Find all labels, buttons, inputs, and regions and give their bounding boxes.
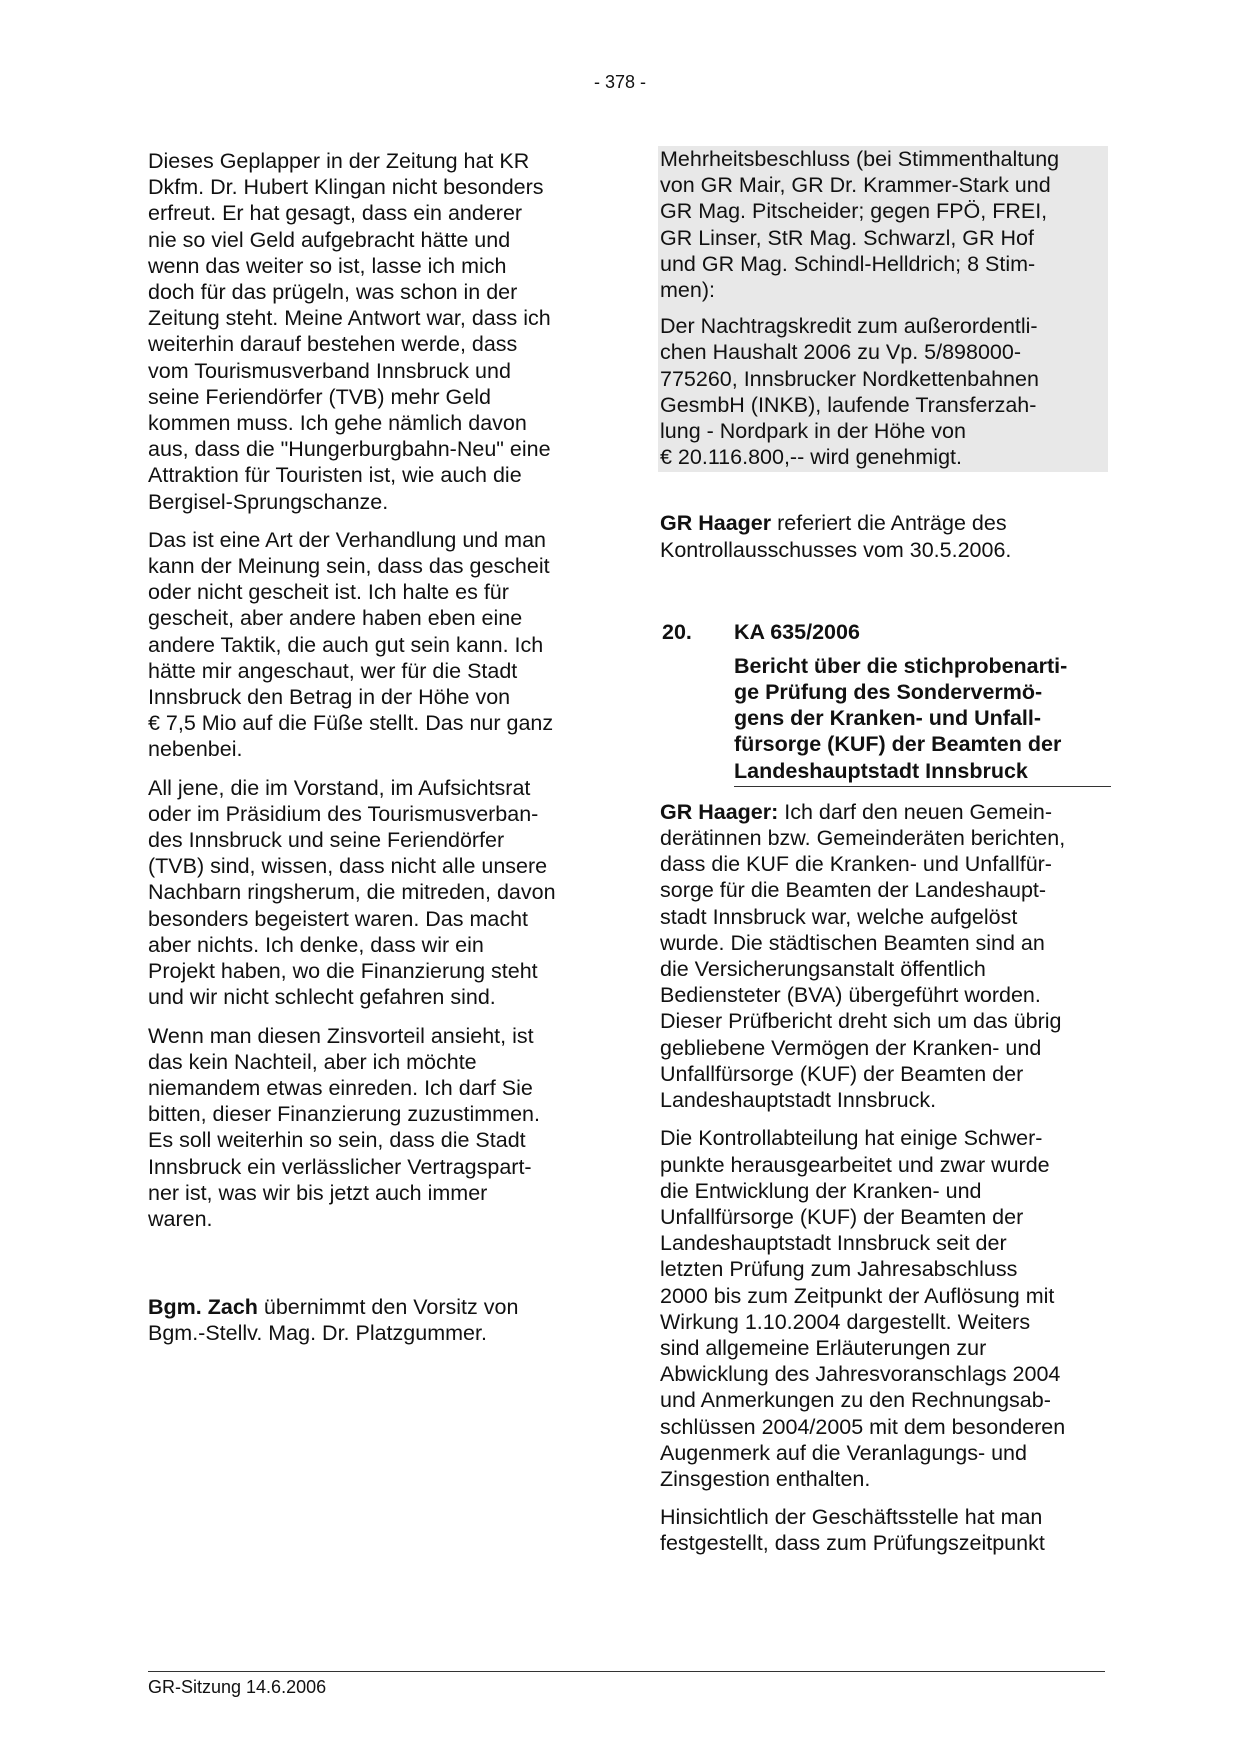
vote-result: Mehrheitsbeschluss (bei Stimmenthaltung von GR Mair, GR Dr. Krammer-Stark und GR Mag. Pitscheider; gegen FPÖ, FREI, GR Linser, StR Mag. Schwarzl, GR Hof und GR Mag. Schindl-Helldrich; 8 Stim- men):: [660, 147, 1060, 303]
right-column: [660, 148, 1105, 1569]
resolution-text: Der Nachtragskredit zum außerordentli- chen Haushalt 2006 zu Vp. 5/898000- 775260, Innsbrucker Nordkettenbahnen GesmbH (INKB), laufende Transferzah- lung - Nordpark in der Höhe von € 20.116.800,-- wird genehmigt.: [660, 314, 1039, 470]
paragraph: Das ist eine Art der Verhandlung und man kann der Meinung sein, dass das gescheit oder nicht gescheit ist. Ich halte es für gescheit, aber andere haben eben eine andere Taktik, die auch gut sein kann. Ich hätte mir angeschaut, wer für die Stadt Innsbruck den Betrag in der Höhe von € 7,5 Mio auf die Füße stellt. Das nur ganz nebenbei.: [148, 527, 554, 762]
report-intro: [660, 510, 1105, 562]
resolution-box: [658, 146, 1108, 472]
agenda-item-number: 20.: [662, 619, 692, 644]
speech-paragraph: [660, 799, 1105, 1113]
speaker-name: GR Haager:: [660, 799, 779, 824]
report-intro-text: referiert die Anträge des Kontrollausschusses vom 30.5.2006.: [660, 511, 1012, 562]
speaker-name: GR Haager: [660, 511, 772, 536]
page-number: - 378 -: [593, 72, 647, 92]
chair-note-text: übernimmt den Vorsitz von Bgm.-Stellv. Mag. Dr. Platzgummer.: [148, 1295, 519, 1346]
paragraph: All jene, die im Vorstand, im Aufsichtsrat oder im Präsidium des Tourismusverban- des Innsbruck und seine Feriendörfer (TVB) sind, wissen, dass nicht alle unsere Nachbarn ringsherum, die mitreden, davon besonders begeistert waren. Das macht aber nichts. Ich denke, dass wir ein Projekt haben, wo die Finanzierung steht und wir nicht schlecht gefahren sind.: [148, 775, 556, 1010]
paragraph: Dieses Geplapper in der Zeitung hat KR Dkfm. Dr. Hubert Klingan nicht besonders erfreut. Er hat gesagt, dass ein anderer nie so viel Geld aufgebracht hätte und wenn das weiter so ist, lasse ich mich doch für das prügeln, was schon in der Zeitung steht. Meine Antwort war, dass ich weiterhin darauf bestehen werde, dass vom Tourismusverband Innsbruck und seine Feriendörfer (TVB) mehr Geld kommen muss. Ich gehe nämlich davon aus, dass die "Hungerburgbahn-Neu" eine Attraktion für Touristen ist, wie auch die Bergisel-Sprungschanze.: [148, 149, 551, 514]
agenda-item-header: [660, 619, 1105, 647]
footer-divider: [148, 1671, 1105, 1672]
agenda-item-divider: [734, 786, 1111, 787]
speech-paragraph: Die Kontrollabteilung hat einige Schwer- punkte herausgearbeitet und zwar wurde die Entwicklung der Kranken- und Unfallfürsorge (KUF) der Beamten der Landeshauptstadt Innsbruck seit der letzten Prüfung zum Jahresabschluss 2000 bis zum Zeitpunkt der Auflösung mit Wirkung 1.10.2004 dargestellt. Weiters sind allgemeine Erläuterungen zur Abwicklung des Jahresvoranschlags 2004 und Anmerkungen zu den Rechnungsab- schlüssen 2004/2005 mit dem besonderen Augenmerk auf die Veranlagungs- und Zinsgestion enthalten.: [660, 1126, 1066, 1491]
footer-text: GR-Sitzung 14.6.2006: [148, 1677, 327, 1697]
speaker-name: Bgm. Zach: [148, 1295, 258, 1320]
speech-paragraph: Hinsichtlich der Geschäftsstelle hat man festgestellt, dass zum Prüfungszeitpunkt: [660, 1505, 1045, 1556]
paragraph: Wenn man diesen Zinsvorteil ansieht, ist das kein Nachteil, aber ich möchte niemandem etwas einreden. Ich darf Sie bitten, dieser Finanzierung zuzustimmen. Es soll weiterhin so sein, dass die Stadt Innsbruck ein verlässlicher Vertragspart- ner ist, was wir bis jetzt auch immer waren.: [148, 1023, 540, 1231]
chair-note: [148, 1294, 588, 1346]
speech-text: Ich darf den neuen Gemein- derätinnen bzw. Gemeinderäten berichten, dass die KUF die Kranken- und Unfallfür- sorge für die Beamten der Landeshaupt- stadt Innsbruck war, welche aufgelöst wurde. Die städtischen Beamten sind an die Versicherungsanstalt öffentlich Bediensteter (BVA) übergeführt worden. Dieser Prüfbericht dreht sich um das übrig gebliebene Vermögen der Kranken- und Unfallfürsorge (KUF) der Beamten der Landeshauptstadt Innsbruck.: [660, 799, 1066, 1113]
agenda-item-title: Bericht über die stichprobenarti- ge Prüfung des Sondervermö- gens der Kranken- und Unfall- fürsorge (KUF) der Beamten der Landeshauptstadt Innsbruck: [734, 653, 1068, 783]
left-column: [148, 148, 588, 1359]
agenda-item-code: KA 635/2006: [734, 619, 860, 644]
